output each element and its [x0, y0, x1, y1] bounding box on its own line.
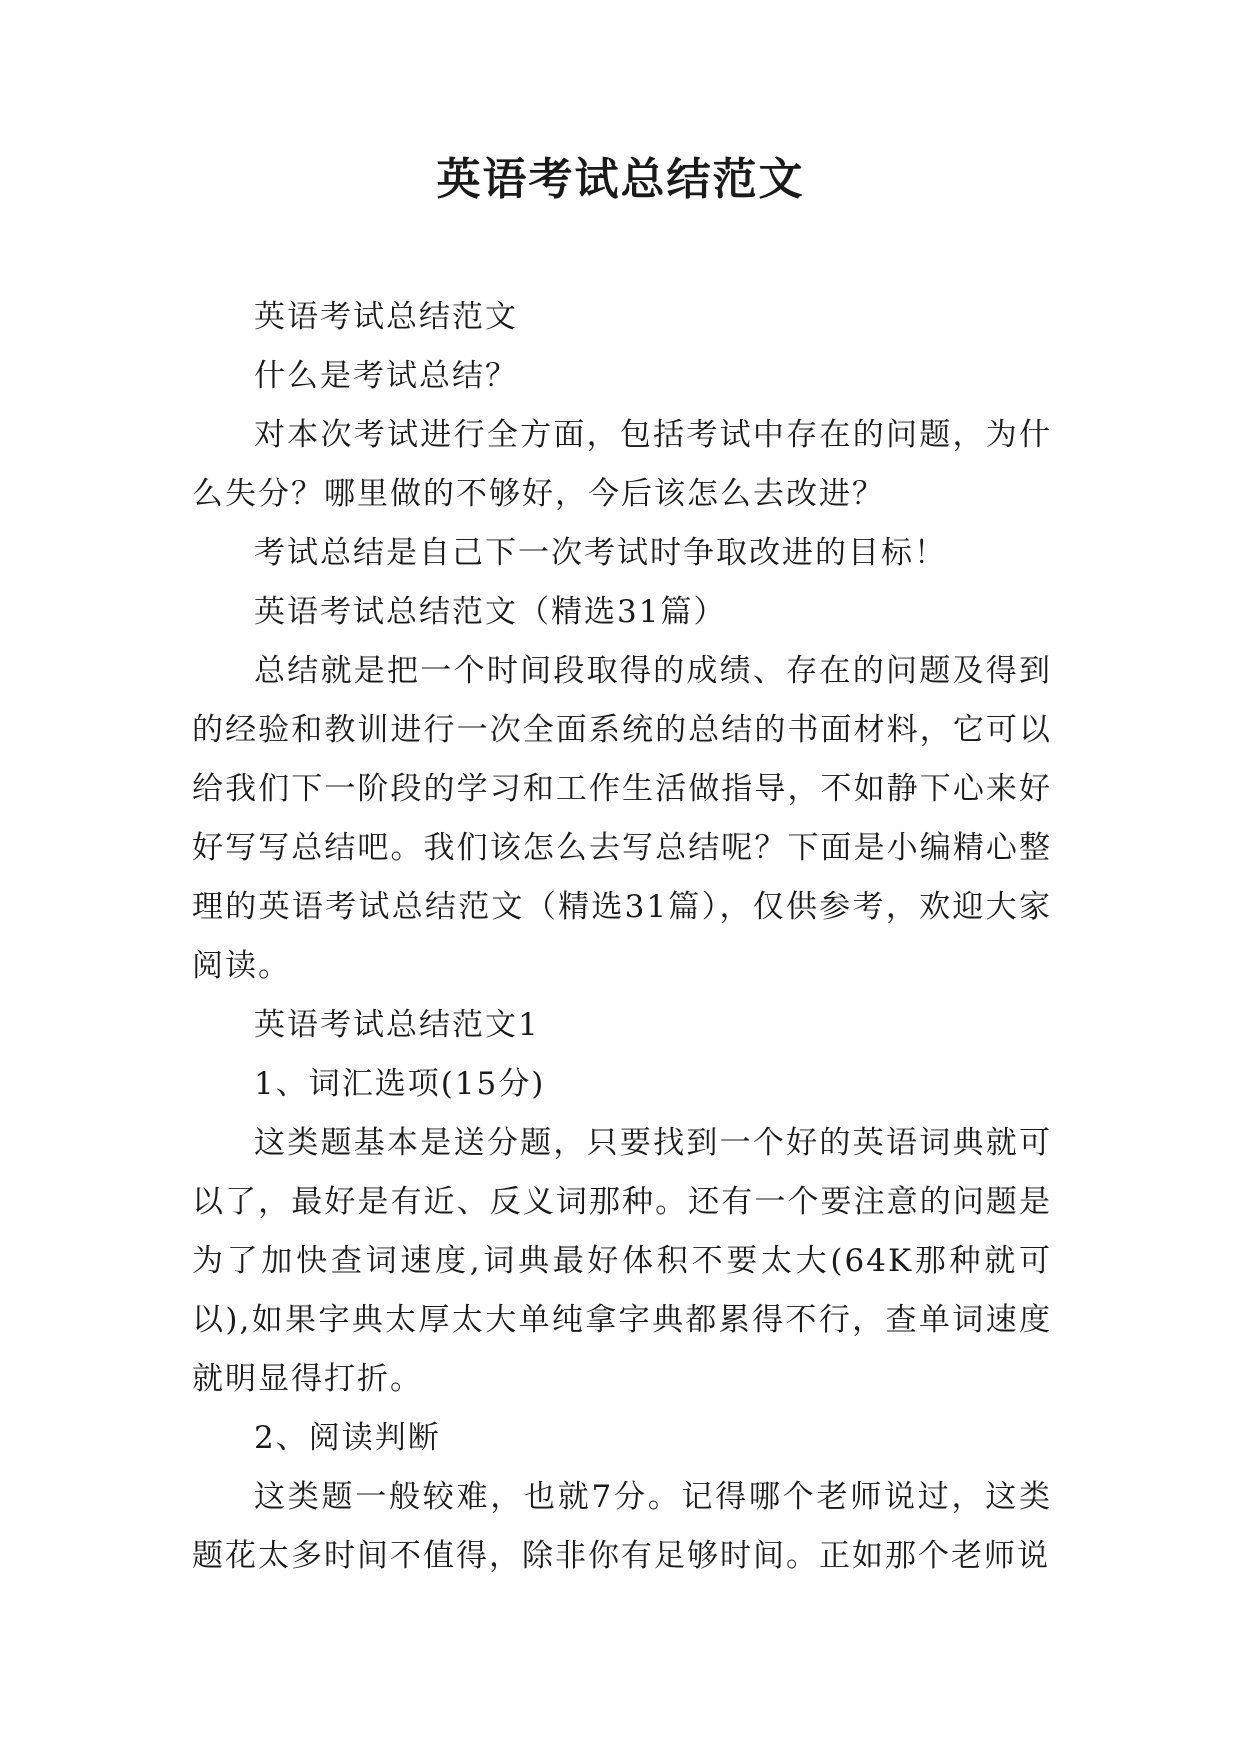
paragraph: 英语考试总结范文 — [254, 299, 518, 335]
document-title: 英语考试总结范文 — [436, 154, 805, 205]
paragraph: 总结就是把一个时间段取得的成绩、存在的问题及得到的经验和教训进行一次全面系统的总结的书面材料，它可以给我们下一阶段的学习和工作生活做指导，不如静下心来好好写写总结吧。我们该怎么去写总结呢？下面是小编精心整理的英语考试总结范文（精选31篇），仅供参考，欢迎大家阅读。 — [192, 653, 1052, 984]
paragraph: 考试总结是自己下一次考试时争取改进的目标！ — [254, 535, 947, 571]
subsection-heading: 1、词汇选项(15分) — [254, 1066, 546, 1102]
paragraph: 什么是考试总结？ — [254, 358, 518, 394]
paragraph: 对本次考试进行全方面，包括考试中存在的问题，为什么失分？哪里做的不够好，今后该怎么去改进？ — [192, 417, 1052, 512]
paragraph: 这类题基本是送分题，只要找到一个好的英语词典就可以了，最好是有近、反义词那种。还有一个要注意的问题是为了加快查词速度,词典最好体积不要太大(64K那种就可以),如果字典太厚太大单纯拿字典都累得不行，查单词速度就明显得打折。 — [192, 1125, 1052, 1397]
section-heading: 英语考试总结范文1 — [254, 1007, 540, 1043]
paragraph: 英语考试总结范文（精选31篇） — [254, 594, 727, 630]
subsection-heading: 2、阅读判断 — [254, 1420, 441, 1456]
document-body — [192, 288, 1052, 1586]
paragraph: 这类题一般较难，也就7分。记得哪个老师说过，这类题花太多时间不值得，除非你有足够时间。正如那个老师说 — [192, 1479, 1052, 1574]
